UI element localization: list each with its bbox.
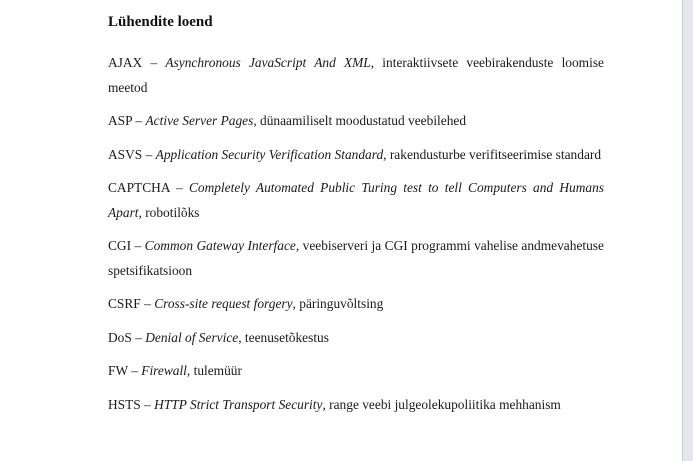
abbreviation-list [108,51,604,426]
abbreviation-expansion: Denial of Service [145,329,239,345]
entry-dash: – [135,113,143,128]
abbreviation-entry-hsts [108,393,604,418]
abbreviation-description: , dünaamiliselt moodustatud veebilehed [253,113,467,128]
abbreviation-description: , interaktiivsete veebirakenduste loomise meetod [108,55,604,95]
entry-dash: – [144,296,151,311]
abbreviation-entry-csrf [108,292,604,317]
abbreviation-term: ASP [108,113,133,128]
abbreviation-term: HSTS [108,396,141,412]
abbreviation-term: ASVS [108,146,143,162]
abbreviation-term: DoS [108,329,132,345]
abbreviation-expansion: Common Gateway Interface [144,238,296,253]
entry-dash: – [131,363,138,378]
entry-dash: – [150,55,158,70]
abbreviation-expansion: HTTP Strict Transport Security [154,396,323,412]
abbreviation-description: , teenusetõkestus [238,329,329,345]
abbreviation-expansion: Active Server Pages [145,113,254,128]
abbreviation-entry-asvs [108,143,604,168]
abbreviation-description: , rakendusturbe verifitseerimise standard [383,146,602,162]
abbreviation-description: , robotilõks [138,204,200,220]
abbreviation-entry-fw [108,359,604,384]
abbreviation-term: CSRF [108,296,141,311]
abbreviation-term: CAPTCHA [108,180,170,195]
abbreviation-description: , veebiserveri ja CGI programmi vahelise andmevahetuse spetsifikatsioon [108,238,604,278]
abbreviation-expansion: Firewall [141,363,187,378]
abbreviation-term: AJAX [108,55,143,70]
abbreviation-entry-cgi [108,234,604,283]
abbreviation-term: FW [108,363,128,378]
section-heading: Lühendite loend [108,14,213,30]
abbreviation-expansion: Application Security Verification Standard [155,146,384,162]
abbreviation-expansion: Cross-site request forgery [154,296,293,311]
entry-dash: – [134,238,142,253]
abbreviation-expansion: Asynchronous JavaScript And XML [165,55,371,70]
abbreviation-term: CGI [108,238,132,253]
abbreviation-entry-asp [108,109,604,134]
scrollbar-track[interactable] [683,0,693,461]
abbreviation-entry-captcha [108,176,604,225]
entry-dash: – [176,180,183,195]
abbreviation-description: , range veebi julgeolekupoliitika mehhanism [322,396,561,412]
entry-dash: – [135,329,142,345]
abbreviation-entry-dos [108,326,604,351]
abbreviation-expansion: Completely Automated Public Turing test to tell Computers and Humans Apart [108,180,604,220]
abbreviation-entry-ajax [108,51,604,100]
abbreviation-description: , tulemüür [186,363,242,378]
entry-dash: – [144,396,151,412]
abbreviation-description: , päringuvõltsing [292,296,384,311]
entry-dash: – [145,146,153,162]
